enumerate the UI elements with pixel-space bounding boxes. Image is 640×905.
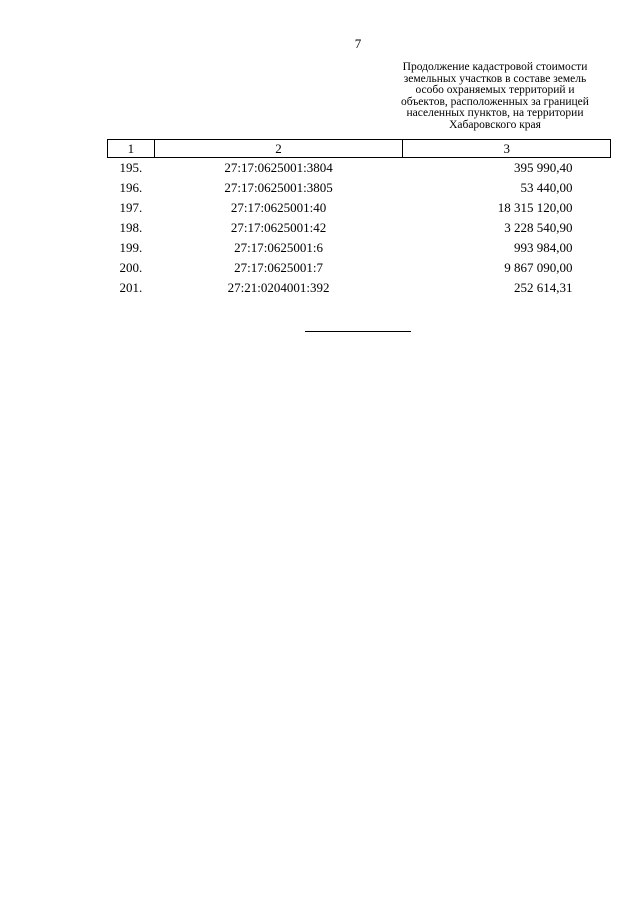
cadastral-value-table	[107, 139, 611, 298]
cadastral-number: 27:17:0625001:42	[230, 220, 327, 235]
cadastral-value: 395 990,40	[514, 160, 573, 175]
row-number: 199.	[119, 240, 143, 255]
table-row	[108, 258, 611, 278]
table-header-row	[108, 140, 611, 158]
table-row	[108, 158, 611, 179]
cadastral-number: 27:21:0204001:392	[227, 280, 330, 295]
table-row	[108, 178, 611, 198]
table-row	[108, 218, 611, 238]
cadastral-value: 53 440,00	[520, 180, 573, 195]
cadastral-value: 18 315 120,00	[497, 200, 573, 215]
cadastral-number: 27:17:0625001:3804	[224, 160, 333, 175]
cadastral-number: 27:17:0625001:3805	[224, 180, 333, 195]
row-number: 201.	[119, 280, 143, 295]
cadastral-number: 27:17:0625001:40	[230, 200, 327, 215]
row-number: 196.	[119, 180, 143, 195]
cadastral-number: 27:17:0625001:7	[234, 260, 323, 275]
row-number: 197.	[119, 200, 143, 215]
cadastral-value: 252 614,31	[514, 280, 573, 295]
caption-line: населенных пунктов, на территории	[406, 107, 584, 120]
column-header-number: 1	[108, 140, 155, 158]
page-number: 7	[354, 36, 362, 51]
cadastral-number: 27:17:0625001:6	[234, 240, 323, 255]
column-header-cadastral-number: 2	[154, 140, 403, 158]
column-header-value: 3	[403, 140, 611, 158]
caption-line: особо охраняемых территорий и	[415, 84, 575, 97]
table-row	[108, 278, 611, 298]
table-caption	[380, 62, 610, 132]
end-of-table-rule	[305, 331, 411, 332]
row-number: 198.	[119, 220, 143, 235]
cadastral-value: 9 867 090,00	[504, 260, 573, 275]
caption-line: Хабаровского края	[449, 118, 541, 131]
cadastral-value: 3 228 540,90	[504, 220, 573, 235]
table-row	[108, 238, 611, 258]
caption-line: земельных участков в составе земель	[403, 72, 587, 85]
caption-line: объектов, расположенных за границей	[401, 95, 589, 108]
row-number: 195.	[119, 160, 143, 175]
table-row	[108, 198, 611, 218]
caption-line: Продолжение кадастровой стоимости	[402, 61, 588, 73]
cadastral-value: 993 984,00	[514, 240, 573, 255]
row-number: 200.	[119, 260, 143, 275]
